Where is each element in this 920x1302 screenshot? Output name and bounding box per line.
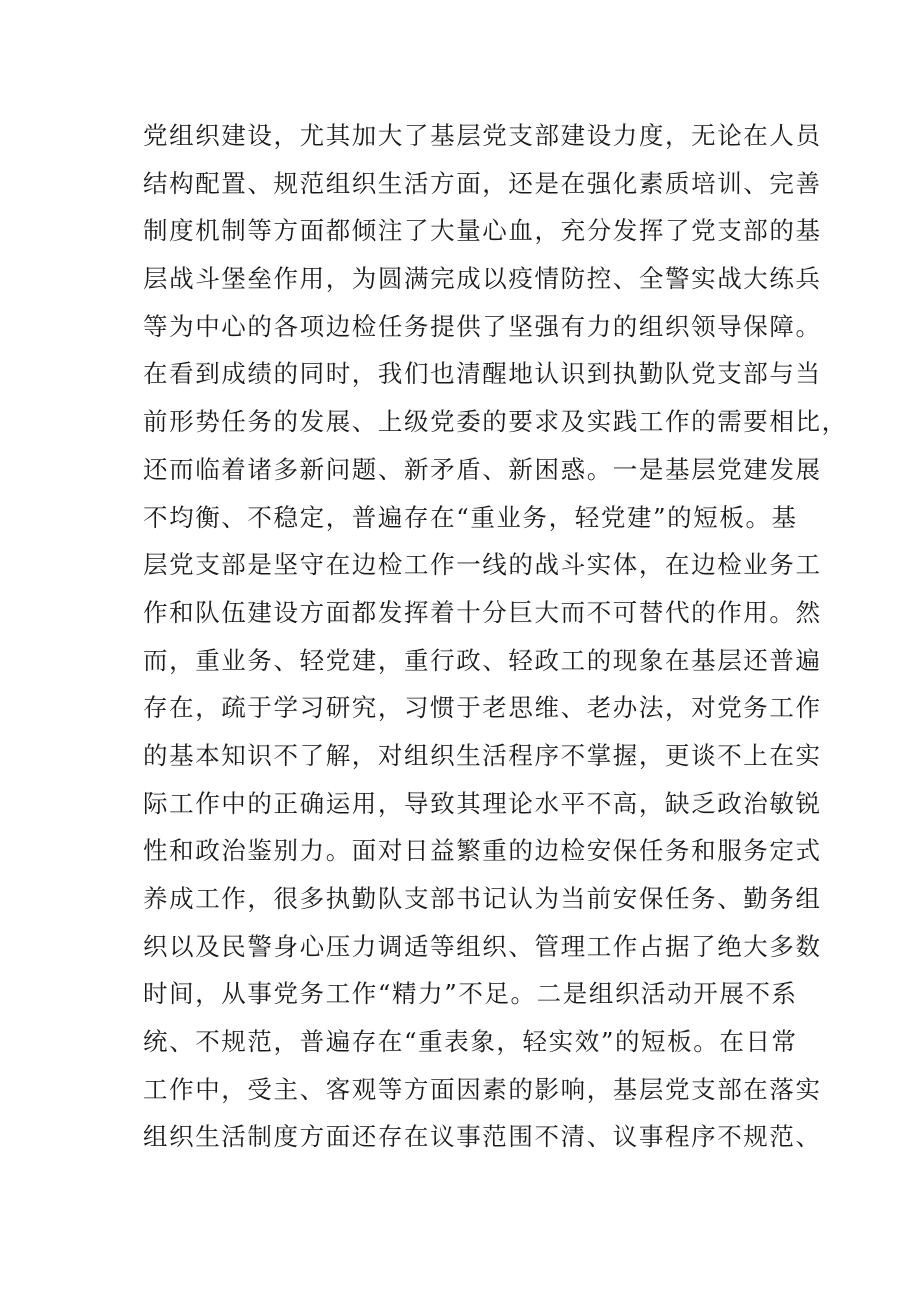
text-line: 工作中，受主、客观等方面因素的影响，基层党支部在落实: [143, 1074, 822, 1104]
text-line: 层党支部是坚守在边检工作一线的战斗实体，在边检业务工: [143, 550, 822, 580]
text-line: 制度机制等方面都倾注了大量心血，充分发挥了党支部的基: [143, 216, 822, 246]
text-line: 结构配置、规范组织生活方面，还是在强化素质培训、完善: [143, 168, 822, 198]
text-line: 层战斗堡垒作用，为圆满完成以疫情防控、全警实战大练兵: [143, 264, 822, 294]
text-line: 组织生活制度方面还存在议事范围不清、议事程序不规范、: [143, 1122, 822, 1152]
text-line: 而，重业务、轻党建，重行政、轻政工的现象在基层还普遍: [143, 645, 822, 675]
text-line: 等为中心的各项边检任务提供了坚强有力的组织领导保障。: [143, 311, 822, 341]
text-line: 存在，疏于学习研究，习惯于老思维、老办法，对党务工作: [143, 693, 822, 723]
text-line: 不均衡、不稳定，普遍存在“重业务，轻党建”的短板。基: [143, 502, 798, 532]
text-line: 养成工作，很多执勤队支部书记认为当前安保任务、勤务组: [143, 884, 822, 913]
text-line: 时间，从事党务工作“精力”不足。二是组织活动开展不系: [143, 979, 798, 1009]
text-line: 在看到成绩的同时，我们也清醒地认识到执勤队党支部与当: [143, 359, 822, 389]
text-line: 作和队伍建设方面都发挥着十分巨大而不可替代的作用。然: [143, 597, 822, 627]
body-text: [143, 112, 848, 1161]
text-line: 织以及民警身心压力调适等组织、管理工作占据了绝大多数: [143, 931, 822, 961]
text-line: 的基本知识不了解，对组织生活程序不掌握，更谈不上在实: [143, 740, 822, 770]
text-line: 党组织建设，尤其加大了基层党支部建设力度，无论在人员: [143, 121, 822, 150]
text-line: 统、不规范，普遍存在“重表象，轻实效”的短板。在日常: [143, 1027, 798, 1057]
text-line: 际工作中的正确运用，导致其理论水平不高，缺乏政治敏锐: [143, 788, 822, 818]
text-line: 前形势任务的发展、上级党委的要求及实践工作的需要相比，: [143, 407, 848, 437]
text-line: 还而临着诸多新问题、新矛盾、新困惑。一是基层党建发展: [143, 454, 822, 484]
text-line: 性和政治鉴别力。面对日益繁重的边检安保任务和服务定式: [143, 836, 822, 866]
